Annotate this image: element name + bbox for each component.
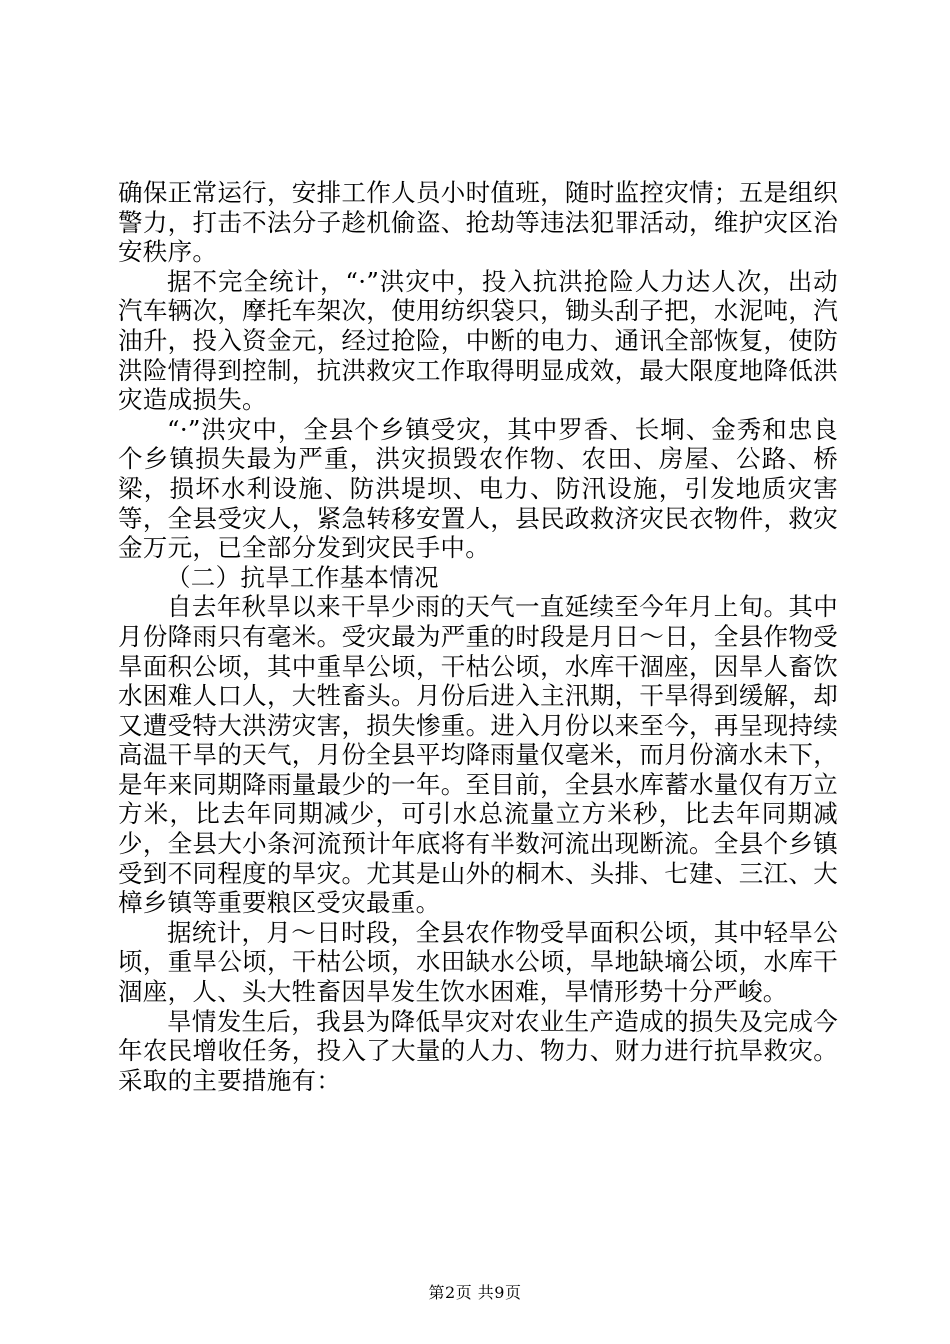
paragraph-flood-damage: “·”洪灾中，全县个乡镇受灾，其中罗香、长垌、金秀和忠良个乡镇损失最为严重，洪灾损毁农作物、农田、房屋、公路、桥梁，损坏水利设施、防洪堤坝、电力、防汛设施，引发地质灾害等，全县受灾人，紧急转移安置人，县民政救济灾民衣物件，救灾金万元，已全部分发到灾民手中。 — [118, 414, 838, 563]
paragraph-drought-measures: 旱情发生后，我县为降低旱灾对农业生产造成的损失及完成今年农民增收任务，投入了大量的人力、物力、财力进行抗旱救灾。采取的主要措施有： — [118, 1006, 838, 1095]
paragraph-drought-statistics: 据统计，月～日时段，全县农作物受旱面积公顷，其中轻旱公顷，重旱公顷，干枯公顷，水田缺水公顷，旱地缺墒公顷，水库干涸座，人、头大牲畜因旱发生饮水困难，旱情形势十分严峻。 — [118, 917, 838, 1007]
section-heading-drought: （二）抗旱工作基本情况 — [166, 562, 439, 592]
paragraph-flood-statistics: 据不完全统计，“·”洪灾中，投入抗洪抢险人力达人次，出动汽车辆次，摩托车架次，使用纺织袋只，锄头刮子把，水泥吨，汽油升，投入资金元，经过抢险，中断的电力、通讯全部恢复，使防洪险情得到控制，抗洪救灾工作取得明显成效，最大限度地降低洪灾造成损失。 — [118, 266, 838, 415]
paragraph-continuation: 确保正常运行，安排工作人员小时值班，随时监控灾情；五是组织警力，打击不法分子趁机偷盗、抢劫等违法犯罪活动，维护灾区治安秩序。 — [118, 178, 838, 267]
paragraph-drought-overview: 自去年秋旱以来干旱少雨的天气一直延续至今年月上旬。其中月份降雨只有毫米。受灾最为严重的时段是月日～日，全县作物受旱面积公顷，其中重旱公顷，干枯公顷，水库干涸座，因旱人畜饮水困难人口人，大牲畜头。月份后进入主汛期，干旱得到缓解，却又遭受特大洪涝灾害，损失惨重。进入月份以来至今，再呈现持续高温干旱的天气，月份全县平均降雨量仅毫米，而月份滴水未下，是年来同期降雨量最少的一年。至目前，全县水库蓄水量仅有万立方米，比去年同期减少，可引水总流量立方米秒，比去年同期减少，全县大小条河流预计年底将有半数河流出现断流。全县个乡镇受到不同程度的旱灾。尤其是山外的桐木、头排、七建、三江、大樟乡镇等重要粮区受灾最重。 — [118, 592, 838, 918]
page-footer: 第2页 共9页 — [428, 1283, 522, 1302]
document-body — [118, 178, 838, 1095]
